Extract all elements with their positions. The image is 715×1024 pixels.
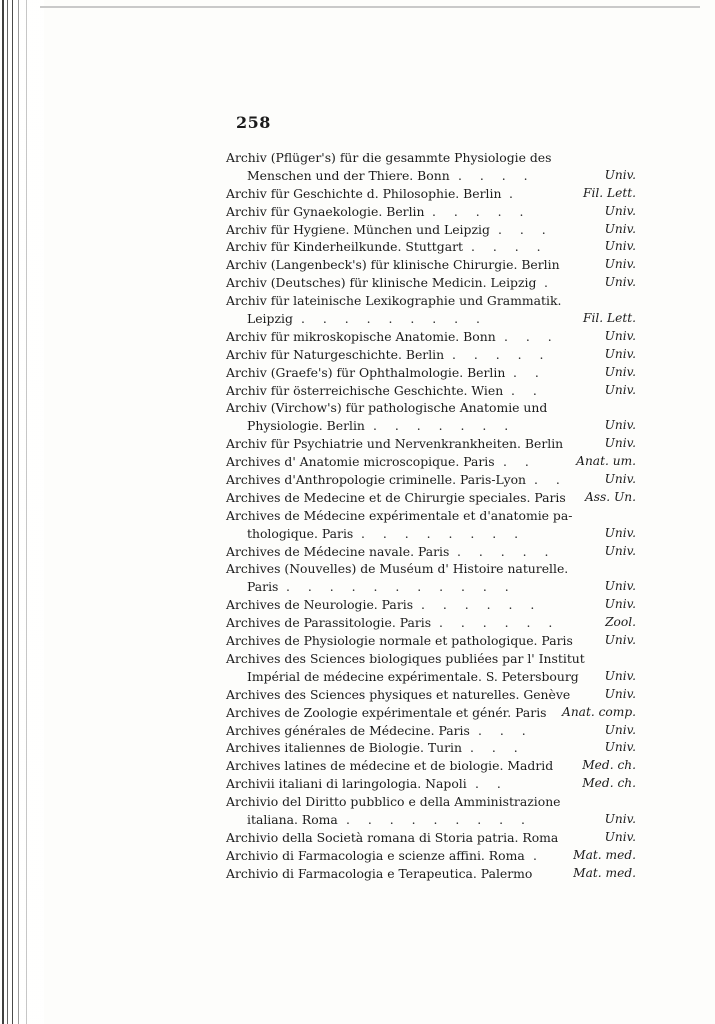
leader-dots: . . . . . . . . .	[301, 311, 487, 327]
entry-line	[226, 399, 636, 417]
entry-line	[226, 775, 636, 793]
entry-title: Archives des Sciences physiques et naturelles. Genève	[226, 686, 571, 702]
entry-title: Archiv für Naturgeschichte. Berlin	[226, 346, 445, 362]
entry-classification: Ass. Un.	[584, 489, 636, 504]
entry-line	[226, 238, 636, 256]
entry-classification: Univ.	[604, 257, 636, 272]
leader-dots: .	[509, 185, 520, 201]
entry-title: Archiv (Langenbeck's) für klinische Chirurgie. Berlin	[226, 257, 560, 273]
leader-dots: .	[544, 275, 555, 291]
entry-title: Archives de Zoologie expérimentale et génér. Paris	[226, 704, 547, 720]
entry-title: Archives de Physiologie normale et pathologique. Paris	[226, 633, 573, 649]
entry-title: Archiv (Virchow's) für pathologische Anatomie und	[226, 400, 548, 416]
entry-classification: Univ.	[604, 203, 636, 218]
leader-dots: . .	[475, 776, 508, 792]
entry-classification: Univ.	[604, 829, 636, 844]
leader-dots: . . . . . . .	[373, 418, 516, 434]
entry-title: Archivii italiani di laringologia. Napoli	[226, 776, 467, 792]
entry-line	[226, 560, 636, 578]
entry-title: Archiv für Kinderheilkunde. Stuttgart	[226, 239, 463, 255]
entry-line	[226, 847, 636, 865]
entry-title: Archives de Médecine navale. Paris	[226, 543, 450, 559]
entry-title: Archivio di Farmacologia e Terapeutica. Palermo	[226, 865, 533, 881]
entry-line	[226, 507, 636, 525]
entry-line	[226, 704, 636, 722]
binding-edge	[0, 0, 44, 1024]
entry-classification: Univ.	[604, 686, 636, 701]
leader-dots: . . . . . . . . .	[346, 811, 532, 827]
entry-classification: Univ.	[604, 740, 636, 755]
entry-line	[226, 274, 636, 292]
entry-line	[226, 578, 636, 596]
entry-classification: Univ.	[604, 382, 636, 397]
entry-classification: Univ.	[604, 167, 636, 182]
entry-title: Archiv für österreichische Geschichte. Wien	[226, 382, 504, 398]
leader-dots: . . . . .	[432, 203, 531, 219]
entry-classification: Univ.	[604, 525, 636, 540]
entry-title: Archiv für Geschichte d. Philosophie. Berlin	[226, 185, 502, 201]
entry-title: Archives d' Anatomie microscopique. Paris	[226, 454, 495, 470]
leader-dots: . . . . . . . . . . .	[286, 579, 516, 595]
entry-line	[226, 417, 636, 435]
entry-title: Paris	[247, 579, 279, 595]
leader-dots: . . .	[504, 328, 559, 344]
entry-line	[226, 203, 636, 221]
entry-line	[226, 525, 636, 543]
leader-dots: .	[533, 847, 544, 863]
entry-line	[226, 256, 636, 274]
entry-classification: Univ.	[604, 239, 636, 254]
entry-classification: Zool.	[605, 615, 636, 630]
entry-title: Archives de Neurologie. Paris	[226, 597, 414, 613]
entry-classification: Anat. um.	[576, 454, 636, 469]
periodicals-list	[226, 149, 636, 883]
leader-dots: . .	[503, 454, 536, 470]
entry-classification: Mat. med.	[573, 865, 636, 880]
entry-line	[226, 650, 636, 668]
page-number: 258	[236, 113, 271, 132]
entry-title: Archives des Sciences biologiques publiées par l' Institut	[226, 650, 585, 666]
entry-title: italiana. Roma	[247, 811, 338, 827]
entry-line	[226, 292, 636, 310]
entry-classification: Univ.	[604, 633, 636, 648]
entry-line	[226, 221, 636, 239]
entry-classification: Univ.	[604, 668, 636, 683]
leader-dots: . .	[534, 472, 567, 488]
entry-line	[226, 757, 636, 775]
entry-classification: Fil. Lett.	[583, 311, 636, 326]
entry-title: Archiv für Hygiene. München und Leipzig	[226, 221, 490, 237]
leader-dots: . .	[513, 364, 546, 380]
entry-line	[226, 596, 636, 614]
entry-line	[226, 811, 636, 829]
entry-title: Physiologie. Berlin	[247, 418, 365, 434]
entry-classification: Univ.	[604, 346, 636, 361]
entry-classification: Univ.	[604, 543, 636, 558]
entry-title: Archiv für Psychiatrie und Nervenkrankheiten. Berlin	[226, 436, 564, 452]
entry-line	[226, 435, 636, 453]
entry-classification: Mat. med.	[573, 847, 636, 862]
leader-dots: . . . .	[471, 239, 548, 255]
entry-title: Archiv für Gynaekologie. Berlin	[226, 203, 425, 219]
entry-line	[226, 185, 636, 203]
entry-title: Archives italiennes de Biologie. Turin	[226, 740, 462, 756]
entry-line	[226, 614, 636, 632]
entry-line	[226, 346, 636, 364]
entry-line	[226, 739, 636, 757]
entry-title: Archivio della Società romana di Storia patria. Roma	[226, 829, 559, 845]
entry-title: Archives d'Anthropologie criminelle. Paris-Lyon	[226, 472, 527, 488]
entry-title: Archives de Parassitologie. Paris	[226, 615, 432, 631]
entry-classification: Med. ch.	[582, 776, 636, 791]
entry-title: Archives latines de médecine et de biologie. Madrid	[226, 758, 554, 774]
entry-title: Menschen und der Thiere. Bonn	[247, 167, 450, 183]
leader-dots: . . .	[478, 722, 533, 738]
entry-title: thologique. Paris	[247, 525, 354, 541]
entry-classification: Univ.	[604, 418, 636, 433]
entry-line	[226, 310, 636, 328]
entry-line	[226, 793, 636, 811]
entry-classification: Anat. comp.	[562, 704, 636, 719]
entry-line	[226, 632, 636, 650]
entry-title: Archivio di Farmacologia e scienze affini. Roma	[226, 847, 525, 863]
leader-dots: . . .	[470, 740, 525, 756]
entry-line	[226, 364, 636, 382]
entry-line	[226, 489, 636, 507]
entry-line	[226, 167, 636, 185]
entry-classification: Med. ch.	[582, 758, 636, 773]
entry-title: Archiv (Deutsches) für klinische Medicin. Leipzig	[226, 275, 537, 291]
leader-dots: . . . . .	[457, 543, 556, 559]
entry-line	[226, 668, 636, 686]
entry-line	[226, 328, 636, 346]
entry-line	[226, 382, 636, 400]
entry-line	[226, 865, 636, 883]
entry-classification: Univ.	[604, 364, 636, 379]
leader-dots: . . .	[498, 221, 553, 237]
entry-classification: Univ.	[604, 579, 636, 594]
entry-line	[226, 829, 636, 847]
entry-line	[226, 149, 636, 167]
leader-dots: . . . . .	[452, 346, 551, 362]
entry-classification: Univ.	[604, 221, 636, 236]
entry-classification: Univ.	[604, 328, 636, 343]
entry-title: Archiv für mikroskopische Anatomie. Bonn	[226, 328, 496, 344]
leader-dots: . .	[511, 382, 544, 398]
entry-title: Leipzig	[247, 311, 293, 327]
entry-classification: Univ.	[604, 275, 636, 290]
leader-dots: . . . . . .	[439, 615, 560, 631]
entry-classification: Univ.	[604, 722, 636, 737]
entry-title: Archiv (Pflüger's) für die gesammte Physiologie des	[226, 150, 552, 165]
entry-title: Archives de Médecine expérimentale et d'anatomie pa-	[226, 507, 573, 523]
entry-classification: Univ.	[604, 597, 636, 612]
entry-title: Archiv (Graefe's) für Ophthalmologie. Berlin	[226, 364, 506, 380]
page-top-edge	[40, 6, 700, 8]
leader-dots: . . . . . . . .	[361, 525, 526, 541]
entry-title: Archivio del Diritto pubblico e della Amministrazione	[226, 794, 561, 810]
entry-title: Archives générales de Médecine. Paris	[226, 722, 470, 738]
entry-title: Archives (Nouvelles) de Muséum d' Histoire naturelle.	[226, 561, 569, 577]
entry-line	[226, 543, 636, 561]
leader-dots: . . . . . .	[421, 597, 542, 613]
entry-line	[226, 471, 636, 489]
entry-title: Impérial de médecine expérimentale. S. Petersbourg	[247, 668, 579, 684]
entry-classification: Univ.	[604, 811, 636, 826]
entry-classification: Univ.	[604, 436, 636, 451]
entry-line	[226, 722, 636, 740]
entry-line	[226, 453, 636, 471]
entry-line	[226, 686, 636, 704]
entry-classification: Univ.	[604, 472, 636, 487]
entry-classification: Fil. Lett.	[583, 185, 636, 200]
entry-title: Archives de Medecine et de Chirurgie speciales. Paris	[226, 489, 566, 505]
leader-dots: . . . .	[458, 167, 535, 183]
entry-title: Archiv für lateinische Lexikographie und Grammatik.	[226, 293, 562, 309]
